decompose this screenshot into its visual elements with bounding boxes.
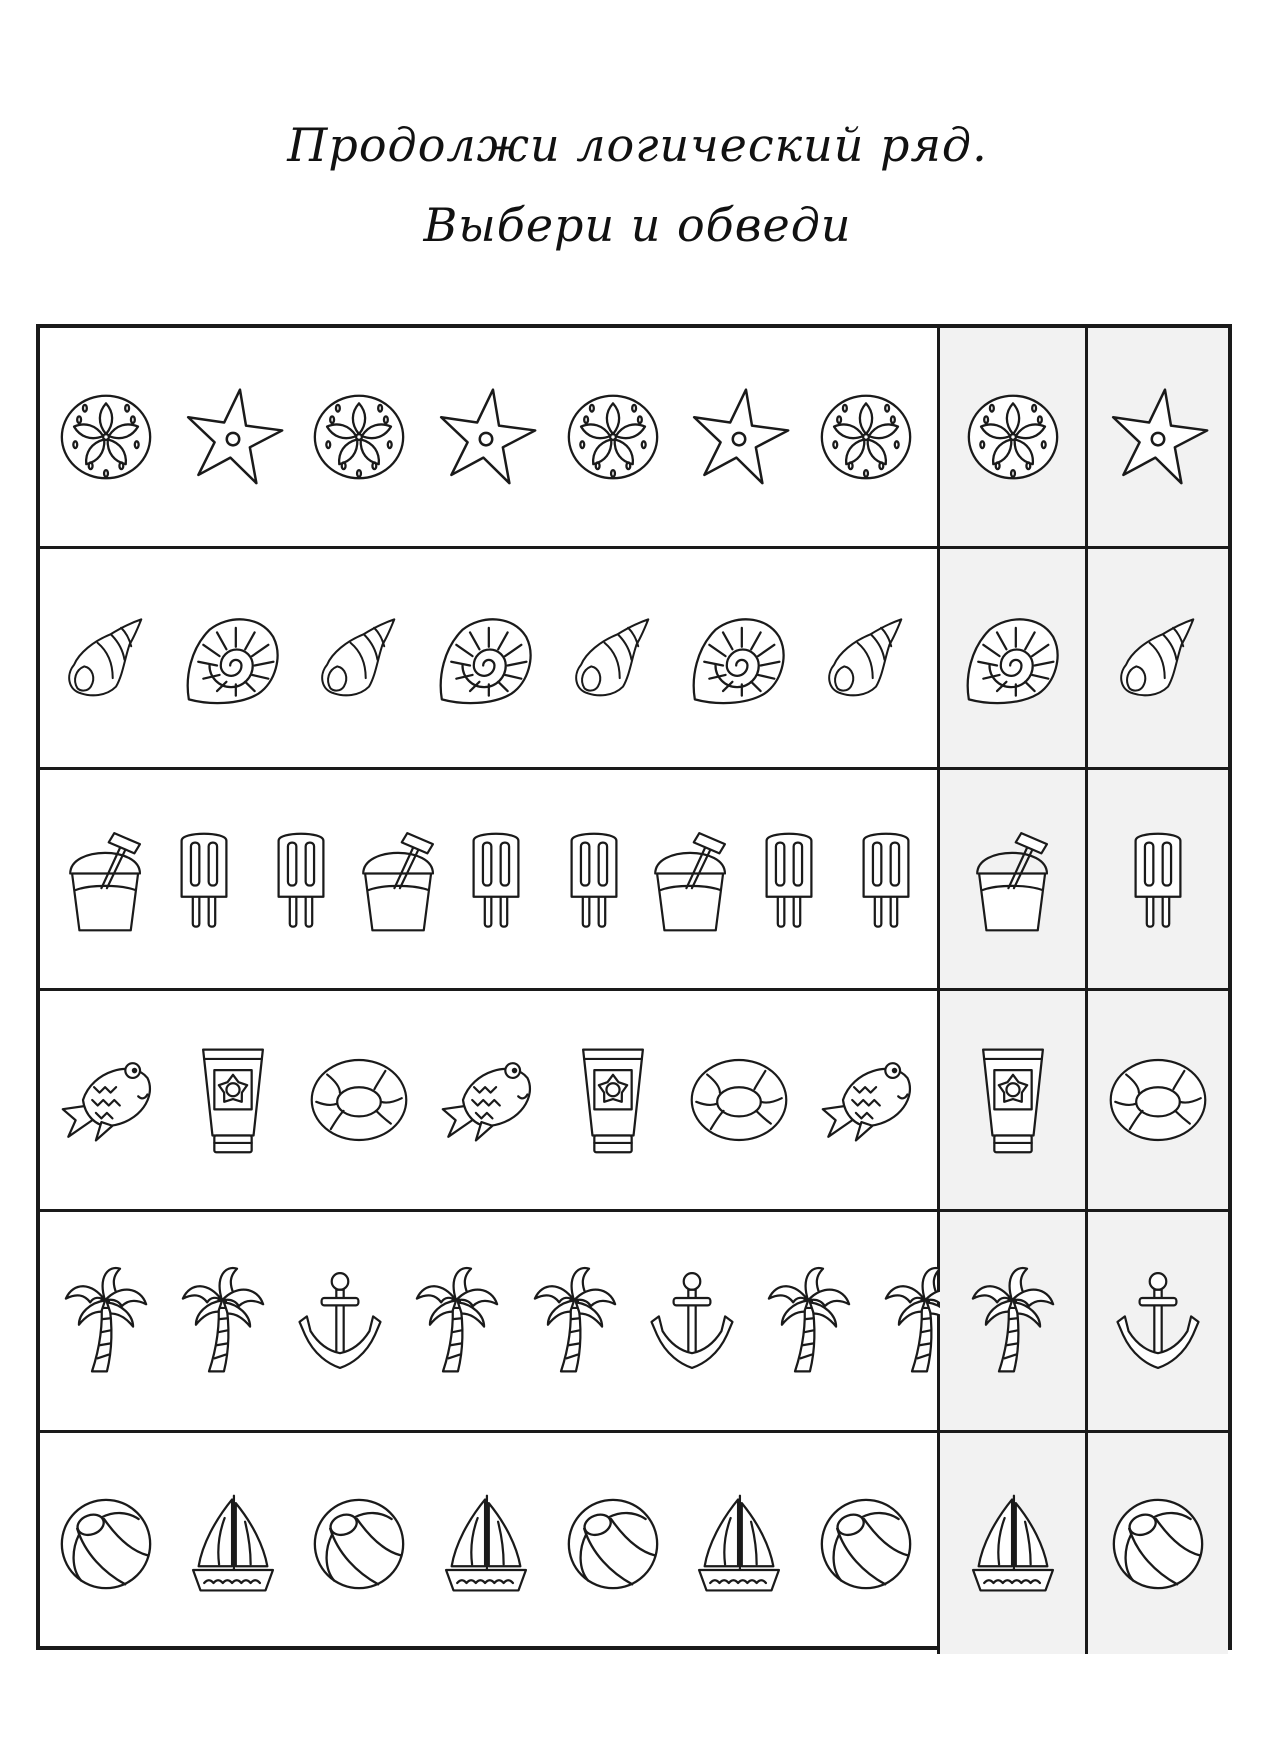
popsicle-icon (761, 827, 817, 931)
beach-ball-icon (818, 1496, 914, 1592)
conch-shell-icon (317, 613, 401, 703)
starfish-icon (687, 385, 791, 489)
sailboat-icon (191, 1492, 275, 1596)
spiral-shell-icon (687, 611, 791, 705)
title-line-2: Выбери и обведи (423, 198, 852, 252)
sand-dollar-icon (58, 389, 154, 485)
popsicle-icon (273, 827, 329, 931)
swim-ring-icon (689, 1056, 789, 1144)
beach-ball-icon (1110, 1496, 1206, 1592)
conch-shell-icon (824, 613, 908, 703)
answer-option-2[interactable] (1088, 549, 1228, 767)
bucket-icon (357, 824, 441, 934)
sequence-cell (40, 1212, 940, 1430)
conch-shell-icon (571, 613, 655, 703)
answer-option-1[interactable] (940, 770, 1088, 988)
popsicle-icon (176, 827, 232, 931)
pattern-grid (36, 324, 1232, 1650)
pattern-row-2 (40, 549, 1228, 770)
palm-tree-icon (971, 1265, 1055, 1377)
pattern-row-1 (40, 328, 1228, 549)
answer-option-1[interactable] (940, 1433, 1088, 1654)
anchor-icon (1112, 1269, 1204, 1373)
palm-tree-icon (533, 1265, 617, 1377)
palm-tree-icon (767, 1265, 851, 1377)
swim-ring-icon (309, 1056, 409, 1144)
conch-shell-icon (64, 613, 148, 703)
popsicle-icon (858, 827, 914, 931)
anchor-icon (294, 1269, 386, 1373)
sailboat-icon (971, 1492, 1055, 1596)
sailboat-icon (444, 1492, 528, 1596)
sand-dollar-icon (818, 389, 914, 485)
sand-dollar-icon (965, 389, 1061, 485)
fish-icon (434, 1054, 538, 1146)
beach-ball-icon (565, 1496, 661, 1592)
answer-option-2[interactable] (1088, 991, 1228, 1209)
answer-option-2[interactable] (1088, 770, 1228, 988)
beach-ball-icon (311, 1496, 407, 1592)
fish-icon (54, 1054, 158, 1146)
spiral-shell-icon (961, 611, 1065, 705)
pattern-row-3 (40, 770, 1228, 991)
bucket-icon (971, 824, 1055, 934)
pattern-row-5 (40, 1212, 1228, 1433)
answer-option-1[interactable] (940, 1212, 1088, 1430)
sequence-cell (40, 991, 940, 1209)
answer-option-2[interactable] (1088, 1212, 1228, 1430)
beach-ball-icon (58, 1496, 154, 1592)
anchor-icon (646, 1269, 738, 1373)
sequence-cell (40, 1433, 940, 1654)
palm-tree-icon (64, 1265, 148, 1377)
answer-option-1[interactable] (940, 549, 1088, 767)
sequence-cell (40, 770, 940, 988)
popsicle-icon (468, 827, 524, 931)
sand-dollar-icon (565, 389, 661, 485)
starfish-icon (434, 385, 538, 489)
answer-option-1[interactable] (940, 991, 1088, 1209)
sunscreen-icon (577, 1044, 649, 1156)
sunscreen-icon (977, 1044, 1049, 1156)
palm-tree-icon (181, 1265, 265, 1377)
sand-dollar-icon (311, 389, 407, 485)
pattern-row-4 (40, 991, 1228, 1212)
pattern-row-6 (40, 1433, 1228, 1654)
conch-shell-icon (1116, 613, 1200, 703)
fish-icon (814, 1054, 918, 1146)
sailboat-icon (697, 1492, 781, 1596)
sequence-cell (40, 549, 940, 767)
bucket-icon (64, 824, 148, 934)
starfish-icon (1106, 385, 1210, 489)
bucket-icon (649, 824, 733, 934)
answer-option-1[interactable] (940, 328, 1088, 546)
palm-tree-icon (415, 1265, 499, 1377)
swim-ring-icon (1108, 1056, 1208, 1144)
title-line-1: Продолжи логический ряд. (287, 118, 988, 172)
popsicle-icon (566, 827, 622, 931)
answer-option-2[interactable] (1088, 328, 1228, 546)
answer-option-2[interactable] (1088, 1433, 1228, 1654)
starfish-icon (181, 385, 285, 489)
sequence-cell (40, 328, 940, 546)
spiral-shell-icon (181, 611, 285, 705)
popsicle-icon (1130, 827, 1186, 931)
sunscreen-icon (197, 1044, 269, 1156)
spiral-shell-icon (434, 611, 538, 705)
